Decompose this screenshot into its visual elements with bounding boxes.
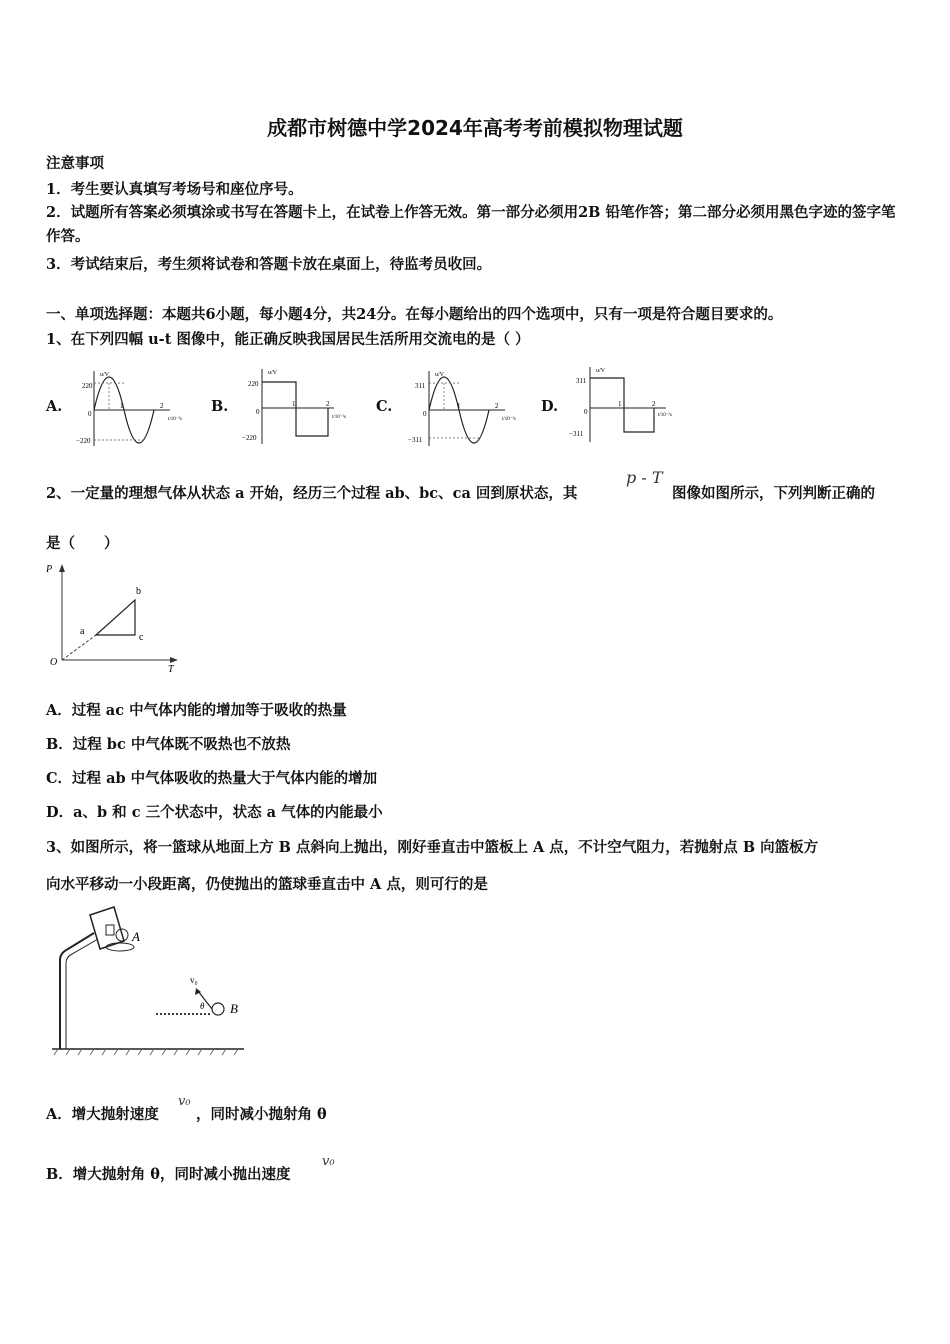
q1b-xlabel: t/10⁻²s <box>332 415 346 420</box>
q3-v0-label: v₀ <box>190 975 198 985</box>
q1d-xlabel: t/10⁻²s <box>658 413 672 418</box>
q1c-origin: 0 <box>423 410 427 418</box>
q2-point-c: c <box>139 632 144 643</box>
q1b-t2: 2 <box>326 400 330 408</box>
page-title: 成都市树德中学2024年高考考前模拟物理试题 <box>267 116 683 140</box>
q1-option-d-graph <box>566 364 696 448</box>
q3-point-b: B <box>230 1001 238 1016</box>
q1d-origin: 0 <box>584 408 588 416</box>
q1b-origin: 0 <box>256 408 260 416</box>
q1a-bottom: −220 <box>76 437 91 445</box>
q2-point-b: b <box>136 586 141 597</box>
q1b-t1: 1 <box>292 400 296 408</box>
notice-item-3: 3．考试结束后，考生须将试卷和答题卡放在桌面上，待监考员收回。 <box>46 256 492 273</box>
q2-option-d: D．a、b 和 c 三个状态中，状态 a 气体的内能最小 <box>46 804 383 821</box>
q1a-top: 220 <box>82 382 93 390</box>
q2-stem-part3: 是（ ） <box>46 535 119 552</box>
q3-option-a-v0: v₀ <box>178 1094 191 1109</box>
q3-option-a-text: A．增大抛射速度 <box>46 1106 159 1123</box>
section-heading: 一、单项选择题：本题共6小题，每小题4分，共24分。在每小题给出的四个选项中，只有一项是符合题目要求的。 <box>46 306 783 323</box>
q1-option-d-label: D. <box>541 398 559 415</box>
q3-option-a-rest: ，同时减小抛射角 θ <box>196 1106 327 1123</box>
notice-item-2: 2．试题所有答案必须填涂或书写在答题卡上，在试卷上作答无效。第一部分必须用2B 铅笔作答；第二部分必须用黑色字迹的签字笔作答。 <box>46 204 896 245</box>
q1a-ylabel: u/V <box>100 372 109 378</box>
q1-stem: 1、在下列四幅 u-t 图像中，能正确反映我国居民生活所用交流电的是（ ） <box>46 331 530 348</box>
q1-option-a-label: A. <box>46 398 63 415</box>
q3-option-b-text: B．增大抛射角 θ，同时减小抛出速度 <box>46 1166 291 1183</box>
q1a-xlabel: t/10⁻²s <box>168 417 182 422</box>
q2-option-c: C．过程 ab 中气体吸收的热量大于气体内能的增加 <box>46 770 378 787</box>
q1a-origin: 0 <box>88 410 92 418</box>
q2-option-b: B．过程 bc 中气体既不吸热也不放热 <box>46 736 291 753</box>
q2-axis-t: T <box>168 664 174 675</box>
q3-theta-label: θ <box>200 1001 205 1011</box>
notice-heading: 注意事项 <box>46 155 104 172</box>
q3-point-a: A <box>132 929 140 944</box>
q1c-t2: 2 <box>495 402 499 410</box>
q1-option-a-graph <box>72 368 202 452</box>
q1a-t1: 1 <box>120 402 124 410</box>
q1a-t2: 2 <box>160 402 164 410</box>
q1d-t2: 2 <box>652 400 656 408</box>
q1b-ylabel: u/V <box>268 370 277 376</box>
q1c-ylabel: u/V <box>435 372 444 378</box>
q1d-bottom: −311 <box>569 430 584 438</box>
q1d-t1: 1 <box>618 400 622 408</box>
q1c-top: 311 <box>415 382 426 390</box>
q3-stem-part2: 向水平移动一小段距离，仍使抛出的篮球垂直击中 A 点，则可行的是 <box>46 876 488 893</box>
q1b-top: 220 <box>248 380 259 388</box>
q2-option-a: A．过程 ac 中气体内能的增加等于吸收的热量 <box>46 702 347 719</box>
q2-axis-p: P <box>46 564 53 575</box>
q1-option-b-label: B. <box>211 398 229 415</box>
q1c-t1: 1 <box>457 402 461 410</box>
q2-stem-part1: 2、一定量的理想气体从状态 a 开始，经历三个过程 ab、bc、ca 回到原状态，其 <box>46 485 578 502</box>
q1-option-c-graph <box>405 368 535 452</box>
q2-stem-part2: 图像如图所示，下列判断正确的 <box>672 485 875 502</box>
notice-item-1: 1．考生要认真填写考场号和座位序号。 <box>46 181 303 198</box>
q2-point-a: a <box>80 626 85 637</box>
q2-pt-graph <box>40 560 190 679</box>
q2-pt-symbol: p - T <box>626 468 663 487</box>
q1d-ylabel: u/V <box>596 368 605 374</box>
q3-stem-part1: 3、如图所示，将一篮球从地面上方 B 点斜向上抛出，刚好垂直击中篮板上 A 点，不计空气阻力，若抛射点 B 向篮板方 <box>46 839 819 856</box>
q1b-bottom: −220 <box>242 434 257 442</box>
q1c-bottom: −311 <box>408 436 423 444</box>
q3-basketball-figure <box>44 905 254 1064</box>
q1c-xlabel: t/10⁻²s <box>502 417 516 422</box>
q3-option-b-v0: v₀ <box>322 1154 335 1169</box>
q1-option-b-graph <box>234 366 364 450</box>
q1-option-c-label: C. <box>376 398 393 415</box>
q2-origin: O <box>50 657 58 668</box>
q1d-top: 311 <box>576 377 587 385</box>
